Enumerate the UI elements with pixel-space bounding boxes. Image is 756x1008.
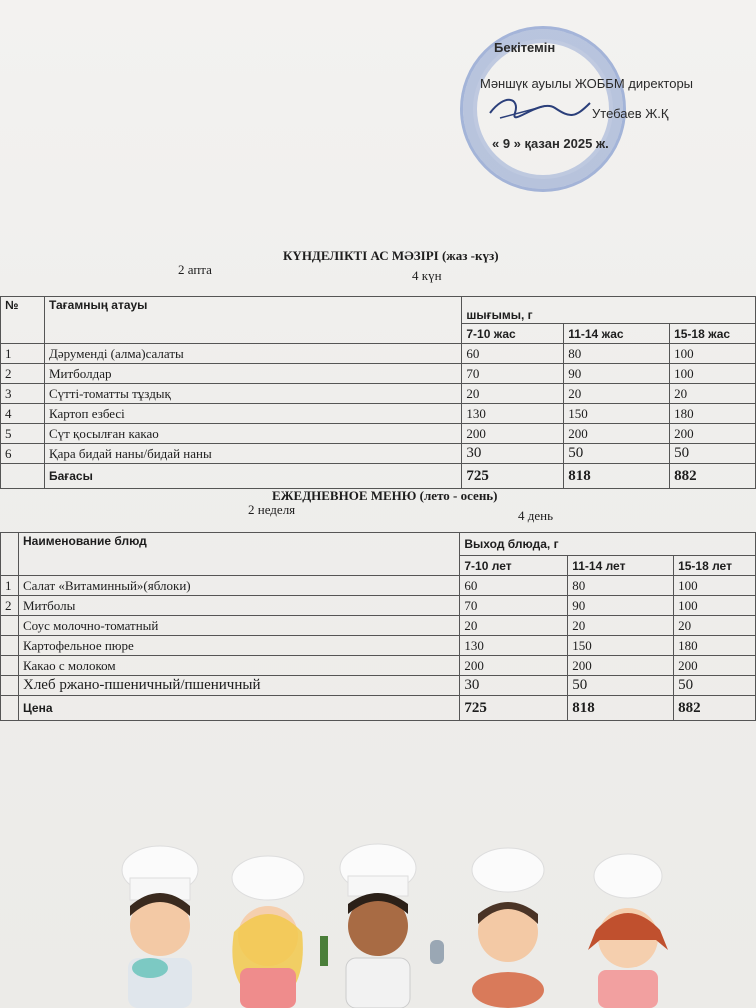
dish-name: Сүтті-томатты тұздық xyxy=(44,384,461,404)
dish-yield: 80 xyxy=(568,576,674,596)
kz-day: 4 күн xyxy=(412,268,442,283)
dish-yield: 20 xyxy=(460,616,568,636)
price-row xyxy=(1,464,756,489)
age-col: 15-18 лет xyxy=(674,556,756,576)
table-row xyxy=(1,444,756,464)
dish-yield: 100 xyxy=(674,576,756,596)
dish-name: Митболы xyxy=(18,596,459,616)
table-row xyxy=(1,384,756,404)
dish-name: Митболдар xyxy=(44,364,461,384)
price-value: 725 xyxy=(462,464,564,489)
price-value: 725 xyxy=(460,696,568,721)
dish-yield: 200 xyxy=(568,656,674,676)
dish-yield: 70 xyxy=(462,364,564,384)
dish-yield: 60 xyxy=(460,576,568,596)
age-col: 15-18 жас xyxy=(670,324,756,344)
table-row xyxy=(1,636,756,656)
dish-name: Сүт қосылған какао xyxy=(44,424,461,444)
approval-date: « 9 » қазан 2025 ж. xyxy=(492,136,609,151)
dish-name: Картофельное пюре xyxy=(18,636,459,656)
chef-kids-illustration xyxy=(0,840,756,1008)
dish-name: Хлеб ржано-пшеничный/пшеничный xyxy=(18,676,459,696)
dish-yield: 100 xyxy=(670,344,756,364)
row-number: 1 xyxy=(1,344,45,364)
price-row xyxy=(1,696,756,721)
dish-name: Қара бидай наны/бидай наны xyxy=(44,444,461,464)
approval-title: Бекітемін xyxy=(494,40,556,55)
age-col: 7-10 жас xyxy=(462,324,564,344)
ru-menu-table xyxy=(0,532,756,721)
price-value: 882 xyxy=(670,464,756,489)
dish-yield: 100 xyxy=(670,364,756,384)
col-number: № xyxy=(1,297,45,344)
dish-yield: 20 xyxy=(564,384,670,404)
dish-yield: 130 xyxy=(462,404,564,424)
approval-director: Утебаев Ж.Қ xyxy=(592,106,669,121)
row-number xyxy=(1,656,19,676)
empty-cell xyxy=(1,533,19,576)
chef-kid-5 xyxy=(588,854,668,1008)
row-number: 5 xyxy=(1,424,45,444)
dish-yield: 30 xyxy=(460,676,568,696)
chef-kid-3 xyxy=(320,844,444,1008)
table-row xyxy=(1,404,756,424)
table-row xyxy=(1,344,756,364)
price-label: Бағасы xyxy=(44,464,461,489)
kz-menu-title: КҮНДЕЛІКТІ АС МӘЗІРІ (жаз -күз) xyxy=(283,248,499,263)
price-value: 882 xyxy=(674,696,756,721)
dish-yield: 200 xyxy=(462,424,564,444)
dish-yield: 150 xyxy=(564,404,670,424)
dish-yield: 30 xyxy=(462,444,564,464)
dish-yield: 200 xyxy=(674,656,756,676)
dish-yield: 180 xyxy=(674,636,756,656)
dish-yield: 70 xyxy=(460,596,568,616)
dish-yield: 80 xyxy=(564,344,670,364)
price-value: 818 xyxy=(568,696,674,721)
dish-name: Соус молочно-томатный xyxy=(18,616,459,636)
dish-yield: 20 xyxy=(462,384,564,404)
director-signature xyxy=(485,88,595,128)
kz-week: 2 апта xyxy=(178,262,212,277)
table-row xyxy=(1,596,756,616)
col-yield: шығымы, г xyxy=(462,297,756,324)
ru-week: 2 неделя xyxy=(248,502,296,517)
dish-name: Какао с молоком xyxy=(18,656,459,676)
dish-yield: 200 xyxy=(670,424,756,444)
col-dish-name: Тағамның атауы xyxy=(44,297,461,344)
dish-name: Салат «Витаминный»(яблоки) xyxy=(18,576,459,596)
ru-day: 4 день xyxy=(518,508,554,523)
approval-org: Мәншүк ауылы ЖОББМ директоры xyxy=(480,76,694,91)
dish-yield: 100 xyxy=(674,596,756,616)
table-header-row xyxy=(1,533,756,556)
dish-name: Картоп езбесі xyxy=(44,404,461,424)
table-row xyxy=(1,656,756,676)
dish-yield: 150 xyxy=(568,636,674,656)
row-number: 2 xyxy=(1,364,45,384)
dish-yield: 50 xyxy=(568,676,674,696)
ru-menu-title: ЕЖЕДНЕВНОЕ МЕНЮ (лето - осень) xyxy=(272,488,498,503)
empty-cell xyxy=(1,696,19,721)
row-number: 3 xyxy=(1,384,45,404)
dish-yield: 50 xyxy=(670,444,756,464)
table-header-row xyxy=(1,297,756,324)
row-number xyxy=(1,616,19,636)
dish-name: Дәруменді (алма)салаты xyxy=(44,344,461,364)
dish-yield: 90 xyxy=(568,596,674,616)
col-yield: Выход блюда, г xyxy=(460,533,756,556)
age-col: 7-10 лет xyxy=(460,556,568,576)
kz-menu-table xyxy=(0,296,756,489)
age-col: 11-14 лет xyxy=(568,556,674,576)
dish-yield: 180 xyxy=(670,404,756,424)
table-row xyxy=(1,576,756,596)
dish-yield: 130 xyxy=(460,636,568,656)
row-number xyxy=(1,636,19,656)
row-number: 2 xyxy=(1,596,19,616)
table-row xyxy=(1,616,756,636)
row-number: 4 xyxy=(1,404,45,424)
row-number: 1 xyxy=(1,576,19,596)
dish-yield: 200 xyxy=(460,656,568,676)
col-dish-name: Наименование блюд xyxy=(18,533,459,576)
row-number: 6 xyxy=(1,444,45,464)
dish-yield: 20 xyxy=(674,616,756,636)
row-number xyxy=(1,676,19,696)
dish-yield: 50 xyxy=(674,676,756,696)
chef-kid-2 xyxy=(232,856,304,1008)
price-value: 818 xyxy=(564,464,670,489)
empty-cell xyxy=(1,464,45,489)
table-row xyxy=(1,676,756,696)
dish-yield: 20 xyxy=(568,616,674,636)
chef-kid-1 xyxy=(122,846,198,1008)
age-col: 11-14 жас xyxy=(564,324,670,344)
dish-yield: 200 xyxy=(564,424,670,444)
price-label: Цена xyxy=(18,696,459,721)
dish-yield: 50 xyxy=(564,444,670,464)
dish-yield: 90 xyxy=(564,364,670,384)
table-row xyxy=(1,364,756,384)
dish-yield: 20 xyxy=(670,384,756,404)
chef-kid-4 xyxy=(472,848,544,1008)
table-row xyxy=(1,424,756,444)
dish-yield: 60 xyxy=(462,344,564,364)
